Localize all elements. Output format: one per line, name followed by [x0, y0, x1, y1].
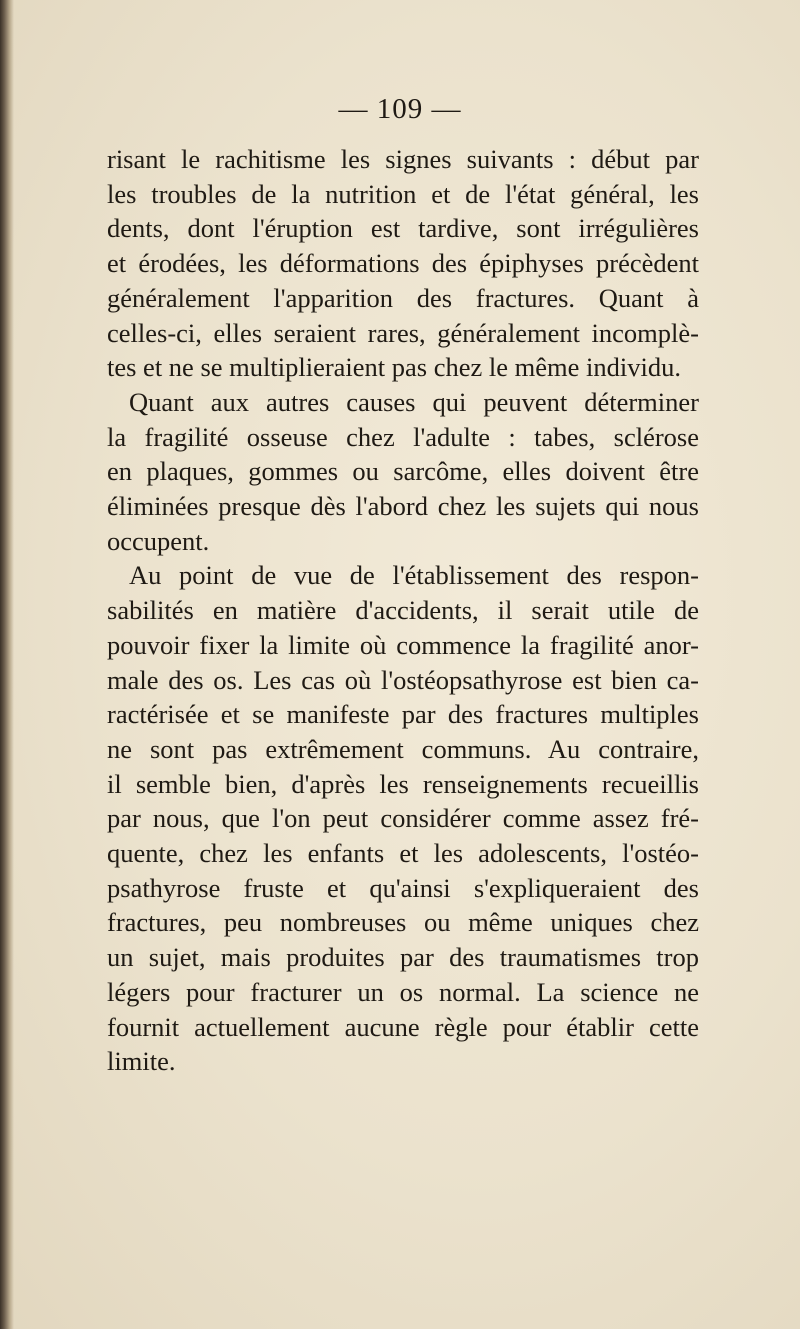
text-line: il semble bien, d'après les renseignements recueillis: [107, 768, 699, 799]
text-line: Au point de vue de l'établissement des respon-: [129, 560, 699, 591]
text-line: celles-ci, elles seraient rares, généralement incomplè-: [107, 317, 699, 348]
page-number: — 109 —: [338, 93, 462, 125]
text-line: ractérisée et se manifeste par des fractures multiples: [107, 699, 699, 730]
page-binding-edge: [0, 0, 14, 1329]
text-line: en plaques, gommes ou sarcôme, elles doivent être: [107, 456, 699, 487]
text-line: risant le rachitisme les signes suivants : début par: [107, 144, 699, 174]
text-line: les troubles de la nutrition et de l'état général, les: [107, 178, 699, 209]
text-line: tes et ne se multiplieraient pas chez le même individu.: [107, 352, 681, 383]
text-line: généralement l'apparition des fractures. Quant à: [107, 282, 699, 313]
text-line: un sujet, mais produites par des traumatismes trop: [107, 942, 699, 973]
text-line: Quant aux autres causes qui peuvent déterminer: [129, 386, 699, 417]
text-line: quente, chez les enfants et les adolescents, l'ostéo-: [107, 838, 699, 869]
text-line: fournit actuellement aucune règle pour établir cette: [107, 1011, 699, 1042]
text-line: male des os. Les cas où l'ostéopsathyrose est bien ca-: [107, 664, 699, 695]
text-line: pouvoir fixer la limite où commence la fragilité anor-: [107, 629, 699, 660]
text-line: dents, dont l'éruption est tardive, sont irrégulières: [107, 213, 699, 244]
text-line: limite.: [107, 1046, 176, 1077]
body-text: [107, 142, 699, 1079]
text-line: et érodées, les déformations des épiphyses précèdent: [107, 248, 699, 279]
text-line: par nous, que l'on peut considérer comme assez fré-: [107, 803, 699, 834]
text-line: psathyrose fruste et qu'ainsi s'expliqueraient des: [107, 872, 699, 903]
text-line: fractures, peu nombreuses ou même uniques chez: [107, 907, 699, 938]
text-line: occupent.: [107, 525, 210, 556]
text-line: éliminées presque dès l'abord chez les sujets qui nous: [107, 491, 699, 522]
text-line: ne sont pas extrêmement communs. Au contraire,: [107, 733, 699, 764]
text-line: sabilités en matière d'accidents, il serait utile de: [107, 595, 699, 626]
text-line: la fragilité osseuse chez l'adulte : tabes, sclérose: [107, 421, 699, 452]
text-line: légers pour fracturer un os normal. La science ne: [107, 976, 699, 1007]
